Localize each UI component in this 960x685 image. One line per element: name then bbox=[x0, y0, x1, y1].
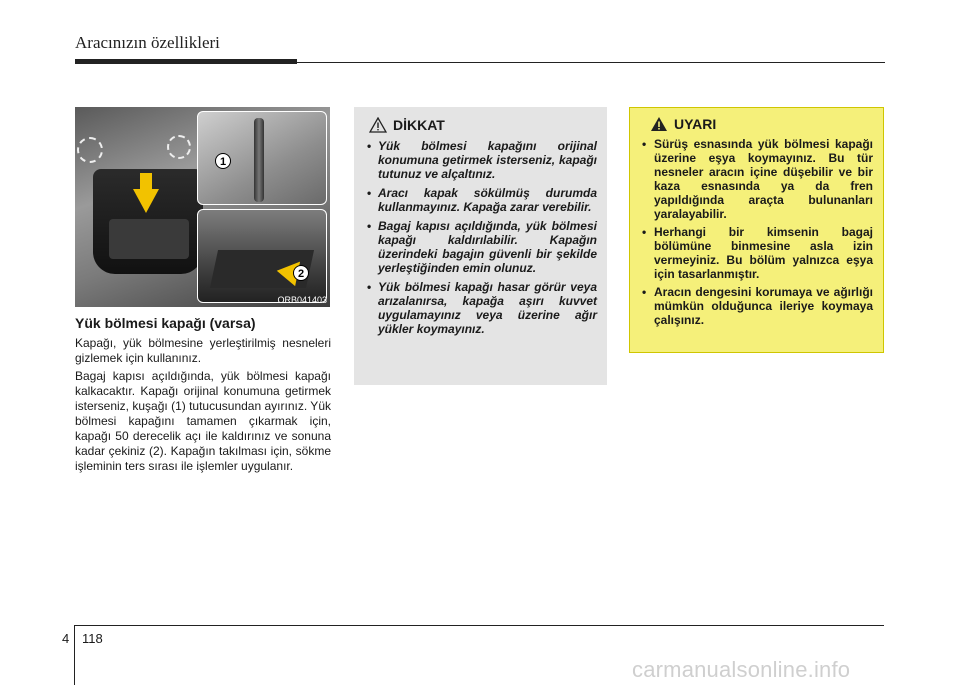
body-paragraph: Kapağı, yük bölmesine yerleştirilmiş nesneleri gizlemek için kullanınız. bbox=[75, 336, 331, 365]
caution-item: • Aracı kapak sökülmüş durumda kullanmayınız. Kapağa zarar verebilir. bbox=[364, 186, 597, 214]
page-header-title: Aracınızın özellikleri bbox=[75, 33, 220, 52]
page-number: 118 bbox=[82, 631, 103, 646]
warning-triangle-icon bbox=[650, 116, 668, 132]
warning-title: UYARI bbox=[674, 116, 717, 132]
warning-header bbox=[650, 116, 873, 132]
highlight-circle bbox=[77, 137, 103, 163]
warning-box bbox=[629, 107, 884, 353]
caution-triangle-icon bbox=[369, 117, 387, 133]
body-paragraph: Bagaj kapısı açıldığında, yük bölmesi kapağı kalkacaktır. Kapağı orijinal konumuna getirmek isterseniz, kuşağı (1) tutucusundan ayırınız. Yük bölmesi kapağını tamamen çıkarmak için, kapağı 50 derecelik açı ile kaldırınız ve sonuna kadar çekiniz (2). Kapağın takılması için, sökme işleminin ters sırası ile işlemler uygulanır. bbox=[75, 369, 331, 473]
callout-1: 1 bbox=[215, 153, 231, 169]
watermark: carmanualsonline.info bbox=[632, 657, 851, 682]
footer-rule bbox=[74, 625, 884, 626]
warning-item: • Herhangi bir kimsenin bagaj bölümüne binmesine asla izin vermeyiniz. Bu bölüm yalnızca eşya için tasarlanmıştır. bbox=[640, 225, 873, 281]
arrow-down-icon bbox=[133, 189, 159, 213]
chapter-number: 4 bbox=[62, 631, 70, 646]
inset-cover-removal bbox=[197, 209, 327, 303]
callout-2: 2 bbox=[293, 265, 309, 281]
highlight-circle bbox=[167, 135, 191, 159]
caution-list bbox=[364, 139, 597, 336]
warning-item: • Aracın dengesini korumaya ve ağırlığı mümkün olduğunca ileriye koymaya çalışınız. bbox=[640, 285, 873, 327]
cargo-cover-figure bbox=[75, 107, 330, 307]
figure-code: ORB041403 bbox=[277, 295, 327, 305]
footer-rule-vertical bbox=[74, 625, 75, 685]
caution-box bbox=[354, 107, 607, 385]
warning-item: • Sürüş esnasında yük bölmesi kapağı üzerine eşya koymayınız. Bu tür nesneler aracın içine düşebilir ve bir kaza esnasında ya da fren yapıldığında araçta bulunanları yaralayabilir. bbox=[640, 137, 873, 221]
caution-item: • Yük bölmesi kapağını orijinal konumuna getirmek isterseniz, kapağı tutunuz ve alçaltınız. bbox=[364, 139, 597, 181]
section-title: Yük bölmesi kapağı (varsa) bbox=[75, 315, 256, 331]
caution-item: • Bagaj kapısı açıldığında, yük bölmesi kapağı kaldırılabilir. Kapağın üzerindeki bagajın güvenli bir şekilde yerleştiğinden emin olunuz. bbox=[364, 219, 597, 275]
warning-list bbox=[640, 137, 873, 327]
caution-header bbox=[369, 117, 597, 133]
caution-item: • Yük bölmesi kapağı hasar görür veya arızalanırsa, kapağa aşırı kuvvet uygulamayınız veya üzerine ağır yükler koymayınız. bbox=[364, 280, 597, 336]
cargo-cover-panel bbox=[109, 219, 189, 259]
caution-title: DİKKAT bbox=[393, 117, 445, 133]
header-rule bbox=[75, 62, 885, 63]
tailgate-strut bbox=[254, 118, 264, 202]
